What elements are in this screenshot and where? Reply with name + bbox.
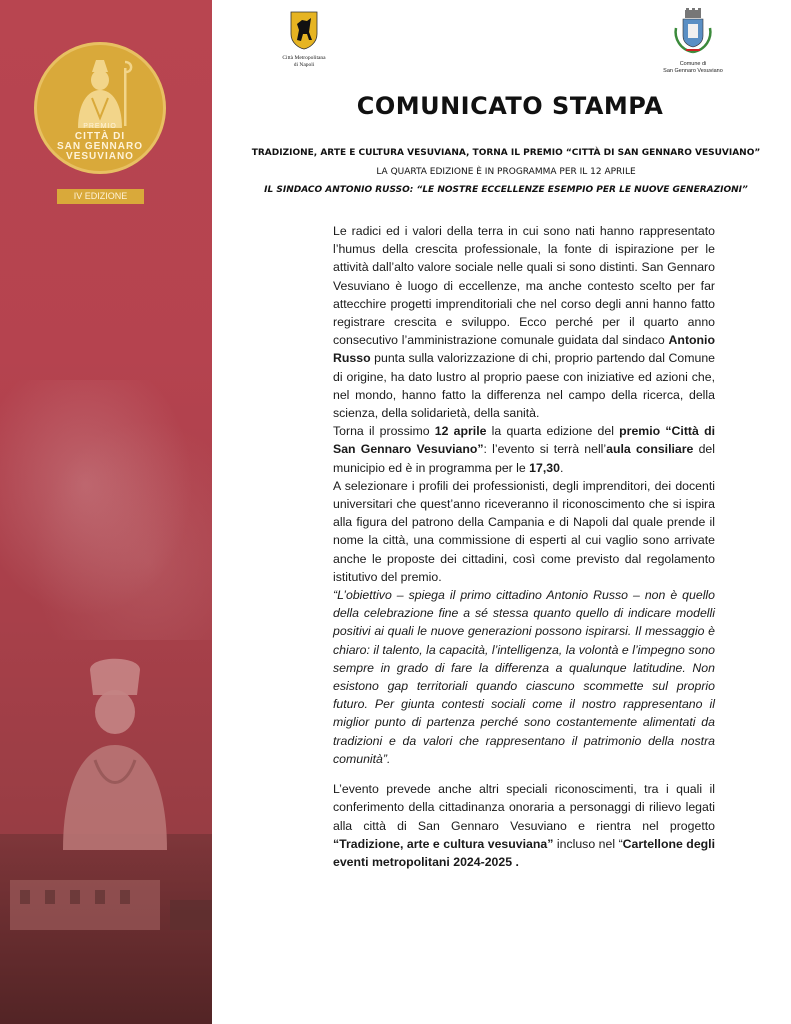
metro-label-line-1: Città Metropolitana xyxy=(282,55,326,61)
edizione-badge: IV EDIZIONE xyxy=(57,189,144,204)
p5-project-name: “Tradizione, arte e cultura vesuviana” xyxy=(333,836,554,851)
statue-bust-image xyxy=(55,650,175,850)
metro-label-line-2: di Napoli xyxy=(293,62,315,68)
municipal-crest-icon xyxy=(672,8,714,56)
premio-line-3: VESUVIANO xyxy=(66,151,134,162)
saint-figure-icon xyxy=(58,58,142,128)
paragraph-5 xyxy=(333,780,715,871)
p1-mayor-name: Antonio Russo xyxy=(333,333,715,366)
paragraph-4-quote: “L’obiettivo – spiega il primo cittadino Antonio Russo – non è quello della celebrazione fine a sé stessa quanto quello di indicare modelli positivi ai quali le nuove generazioni possono ispirarsi. Il messaggio è chiaro: il talento, la capacità, l’intelligenza, la volontà e l’impegno sono sempre in grado di fare la differenza a qualunque latitudine. Non esistono gap territoriali quando ciascuno scommette sul proprio futuro. Per giunta contesti sociali come il nostro rappresentano il miglior punto di partenza perché sono costantemente alimentati da tradizioni e da valori che rappresentano il patrimonio della nostra comunità”. xyxy=(333,588,715,766)
p2-text-c: la quarta edizione del xyxy=(486,424,620,439)
left-decorative-band xyxy=(0,0,212,1024)
premio-small-label: PREMIO xyxy=(83,123,117,130)
p2-text-g: del municipio ed è in programma per le xyxy=(333,442,716,475)
paragraph-3: A selezionare i profili dei professionisti, degli imprenditori, dei docenti universitari che quest’anno riceveranno il riconoscimento che si ispira alla figura del patrono della Campania e di Napoli dal quale prende il nome la città, una commissione di esperti al cui vaglio sono arrivate anche le proposte dei cittadini, così come previsto dal regolamento istitutivo del premio. xyxy=(333,478,715,584)
p2-time: 17,30 xyxy=(529,460,560,475)
subtitle-line-3: IL SINDACO ANTONIO RUSSO: “LE NOSTRE ECCELLENZE ESEMPIO PER LE NUOVE GENERAZIONI” xyxy=(264,185,748,195)
p2-venue: aula consiliare xyxy=(606,442,694,457)
premio-line-1: CITTÀ DI xyxy=(74,131,126,142)
p5-cartellone: Cartellone degli eventi metropolitani 2024-2025 xyxy=(333,836,715,869)
premio-line-2: SAN GENNARO xyxy=(56,141,143,152)
p1-text-c: punta sulla valorizzazione di chi, proprio partendo dal Comune di origine, ha dato lustro al proprio paese con iniziative ed azioni che, nel mondo, hanno fatto la differenza nel campo della ricerca, della scienza, della solidarietà, della sanità. xyxy=(333,351,715,421)
subtitle-line-2: LA QUARTA EDIZIONE È IN PROGRAMMA PER IL 12 APRILE xyxy=(376,167,636,177)
citta-metropolitana-logo xyxy=(271,10,337,69)
p2-text-e: : l’evento si terrà nell’ xyxy=(483,442,607,457)
page-title: COMUNICATO STAMPA xyxy=(356,92,664,120)
p2-premio-name: premio “Città di San Gennaro Vesuviano” xyxy=(333,424,715,457)
p1-text-a: Le radici ed i valori della terra in cui sono nati hanno rappresentato l’humus della crescita professionale, la fonte di ispirazione per le attività dall’alto valore sociale nelle quali si sono distinti. San Gennaro Vesuviano è luogo di eccellenze, ma anche contesto scelto per far attecchire progetti imprenditoriali che nel corso degli anni hanno fatto registrare crescita e sviluppo. Ecco perché per il quarto anno consecutivo l’amministrazione comunale guidata dal sindaco xyxy=(333,224,715,348)
comune-label-line-2: San Gennaro Vesuviano xyxy=(663,68,723,74)
comune-label-line-1: Comune di xyxy=(679,61,707,67)
p5-text-e: . xyxy=(512,854,519,869)
paragraph-2 xyxy=(333,422,715,477)
horse-shield-icon xyxy=(289,10,319,50)
comune-logo xyxy=(655,8,731,75)
paragraph-spacer xyxy=(333,768,715,780)
p5-text-c: incluso nel “ xyxy=(553,836,623,851)
subtitle-line-1: TRADIZIONE, ARTE E CULTURA VESUVIANA, TORNA IL PREMIO “CITTÀ DI SAN GENNARO VESUVIANO” xyxy=(251,148,761,158)
town-hall-building-image xyxy=(0,860,212,930)
sky-clouds xyxy=(0,380,212,640)
p5-text-a: L’evento prevede anche altri speciali riconoscimenti, tra i quali il conferimento della cittadinanza onoraria a personaggi di rilievo legati alla città di San Gennaro Vesuviano e rientra nel progetto xyxy=(333,782,715,833)
p2-date: 12 aprile xyxy=(434,424,487,439)
paragraph-1 xyxy=(333,222,715,422)
p2-text-i: . xyxy=(559,460,564,475)
p2-text-a: Torna il prossimo xyxy=(333,424,435,439)
press-release-body xyxy=(333,222,715,871)
